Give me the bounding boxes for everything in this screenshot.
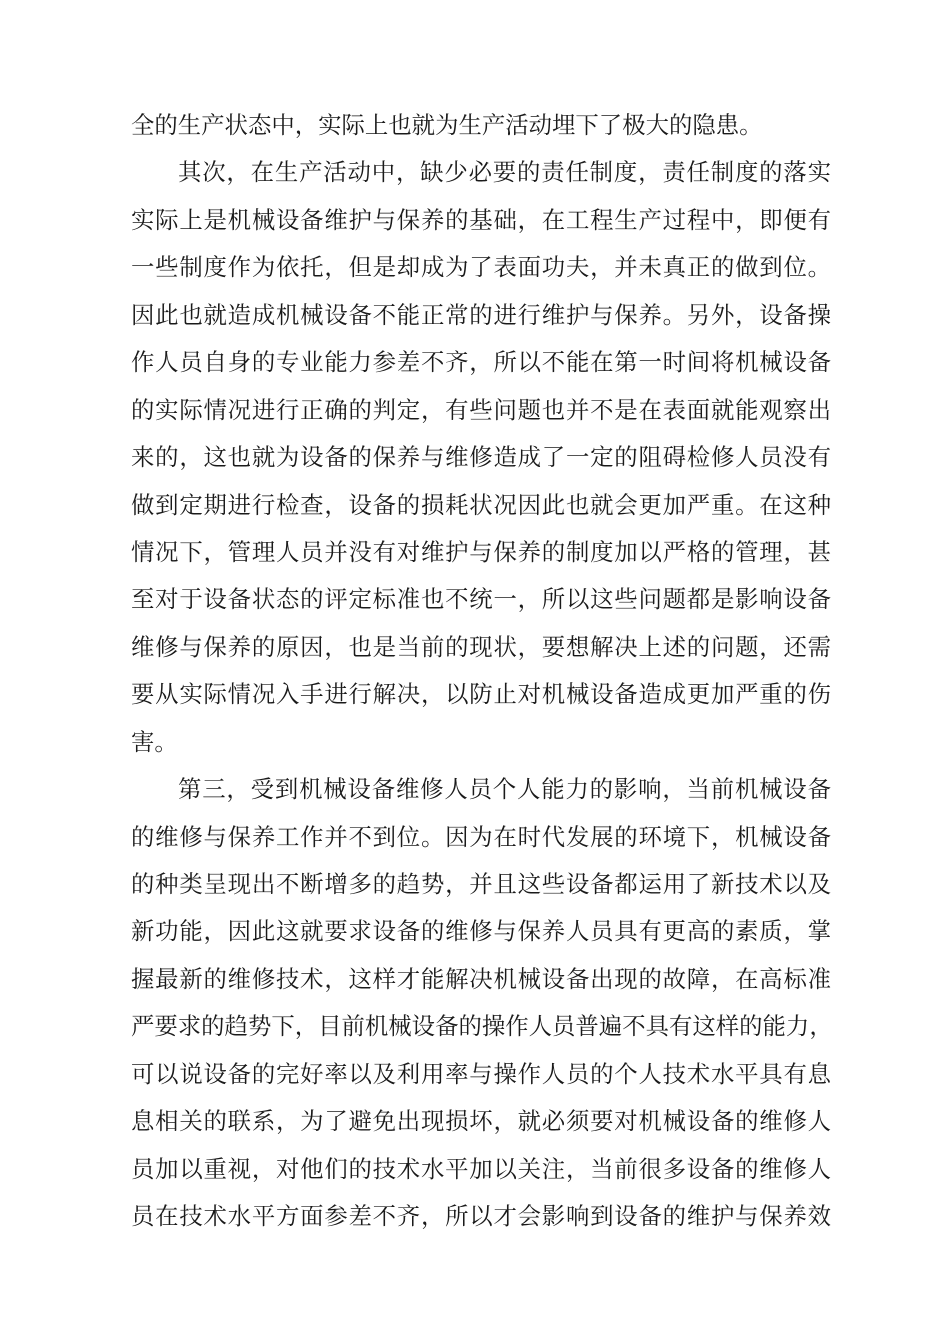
text-line: 握最新的维修技术，这样才能解决机械设备出现的故障，在高标准	[131, 964, 831, 993]
text-line: 做到定期进行检查，设备的损耗状况因此也就会更加严重。在这种	[131, 490, 831, 519]
body-text	[131, 102, 831, 1241]
text-line: 员加以重视，对他们的技术水平加以关注，当前很多设备的维修人	[131, 1154, 831, 1183]
text-line: 全的生产状态中，实际上也就为生产活动埋下了极大的隐患。	[131, 111, 763, 139]
text-line: 员在技术水平方面参差不齐，所以才会影响到设备的维护与保养效	[131, 1202, 831, 1231]
text-line: 可以说设备的完好率以及利用率与操作人员的个人技术水平具有息	[131, 1059, 831, 1088]
text-line: 的种类呈现出不断增多的趋势，并且这些设备都运用了新技术以及	[131, 870, 831, 898]
text-line: 作人员自身的专业能力参差不齐，所以不能在第一时间将机械设备	[131, 348, 831, 377]
text-line: 的实际情况进行正确的判定，有些问题也并不是在表面就能观察出	[131, 395, 831, 424]
text-line: 实际上是机械设备维护与保养的基础，在工程生产过程中，即便有	[131, 205, 831, 234]
text-line: 息相关的联系，为了避免出现损坏，就必须要对机械设备的维修人	[131, 1107, 831, 1136]
text-line: 第三，受到机械设备维修人员个人能力的影响，当前机械设备	[178, 775, 831, 804]
text-line: 要从实际情况入手进行解决，以防止对机械设备造成更加严重的伤	[131, 680, 831, 709]
text-line: 害。	[131, 727, 178, 756]
text-line: 维修与保养的原因，也是当前的现状，要想解决上述的问题，还需	[131, 632, 831, 661]
text-line: 情况下，管理人员并没有对维护与保养的制度加以严格的管理，甚	[131, 537, 831, 566]
text-line: 至对于设备状态的评定标准也不统一，所以这些问题都是影响设备	[131, 585, 831, 614]
text-line: 因此也就造成机械设备不能正常的进行维护与保养。另外，设备操	[131, 300, 831, 329]
text-line: 其次，在生产活动中，缺少必要的责任制度，责任制度的落实	[178, 158, 831, 187]
text-line: 的维修与保养工作并不到位。因为在时代发展的环境下，机械设备	[131, 822, 831, 851]
text-line: 新功能，因此这就要求设备的维修与保养人员具有更高的素质，掌	[131, 917, 831, 946]
text-line: 严要求的趋势下，目前机械设备的操作人员普遍不具有这样的能力，	[131, 1012, 833, 1041]
text-line: 一些制度作为依托，但是却成为了表面功夫，并未真正的做到位。	[131, 253, 831, 282]
text-line: 来的，这也就为设备的保养与维修造成了一定的阻碍检修人员没有	[131, 443, 831, 472]
